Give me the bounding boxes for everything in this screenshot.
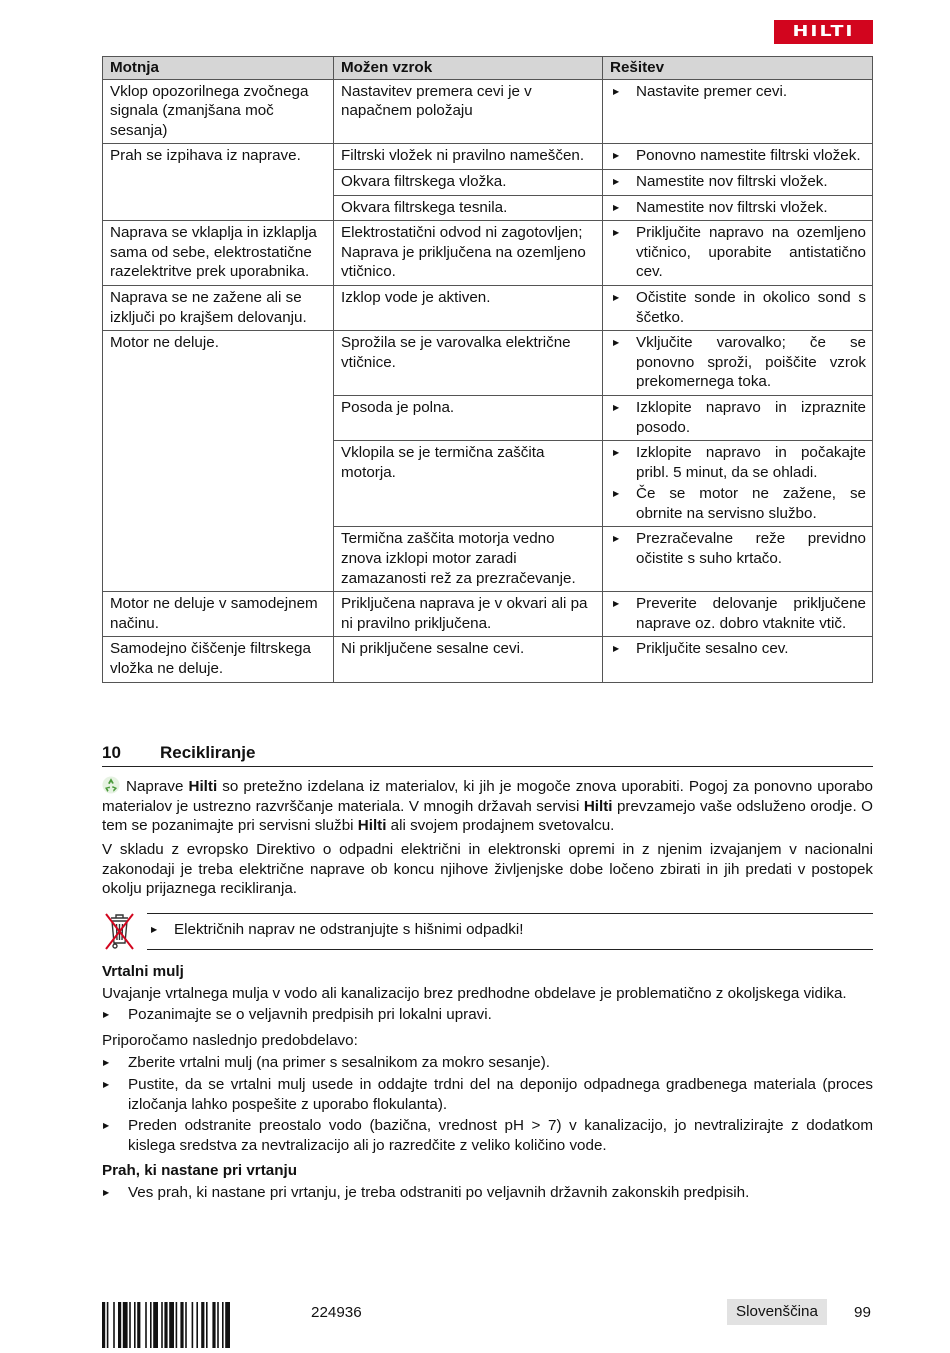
mud-bullet: ▶ Pozanimajte se o veljavnih predpisih pri lokalni upravi. [102, 1005, 873, 1025]
solution-cell [603, 395, 873, 440]
header-solution: Rešitev [603, 57, 873, 80]
barcode-bar [192, 1302, 194, 1348]
barcode-bar [153, 1302, 158, 1348]
dust-heading: Prah, ki nastane pri vrtanju [102, 1162, 297, 1179]
solution-item: ▶ Vključite varovalko; če se ponovno sproži, poiščite vzrok prekomernega toka. [610, 333, 866, 392]
solution-item: ▶ Namestite nov filtrski vložek. [610, 172, 866, 192]
solution-cell [603, 441, 873, 527]
barcode-bar [185, 1302, 187, 1348]
barcode-bar [206, 1302, 208, 1348]
barcode-bar [102, 1302, 105, 1348]
solution-cell [603, 144, 873, 170]
solution-item: ▶ Če se motor ne zažene, se obrnite na servisno službo. [610, 484, 866, 523]
cause-cell: Termična zaščita motorja vedno znova izklopi motor zaradi zamazanosti rež za prezračevanje. [334, 527, 603, 592]
document-code: 224936 [311, 1304, 362, 1321]
mud-text: Uvajanje vrtalnega mulja v vodo ali kanalizacijo brez predhodne obdelave je problematično z okoljskega vidika. [102, 985, 847, 1002]
language-label: Slovenščina [727, 1299, 827, 1325]
barcode-bar [176, 1302, 178, 1348]
solution-cell [603, 169, 873, 195]
barcode-bar [137, 1302, 140, 1348]
solution-cell [603, 195, 873, 221]
fault-cell: Motor ne deluje. [103, 331, 334, 592]
p1-text-2: prevzamejo vaše odsluženo orodje. O tem se pozanimajte pri servisni službi [102, 797, 873, 835]
table-row [103, 144, 873, 170]
warning-rule-top [147, 913, 873, 914]
solution-cell [603, 637, 873, 682]
pretreatment-bullet: ▶ Zberite vrtalni mulj (na primer s sesalnikom za mokro sesanje). [102, 1053, 873, 1073]
p1-text-0: Naprave [126, 778, 189, 795]
recycle-icon [102, 776, 120, 794]
solution-cell [603, 285, 873, 330]
warning-rule-bottom [147, 949, 873, 950]
solution-item: ▶ Namestite nov filtrski vložek. [610, 198, 866, 218]
barcode-bar [129, 1302, 131, 1348]
barcode-bar [107, 1302, 109, 1348]
solution-cell [603, 592, 873, 637]
solution-cell [603, 79, 873, 144]
solution-item: ▶ Prezračevalne reže previdno očistite s suho krtačo. [610, 529, 866, 568]
mud-heading: Vrtalni mulj [102, 963, 184, 980]
barcode-bar [201, 1302, 204, 1348]
p1-brand-1: Hilti [583, 797, 613, 815]
warning-text: ▶ Električnih naprav ne odstranjujte s hišnimi odpadki! [150, 920, 524, 940]
hilti-logo: HILTI [774, 20, 873, 44]
pretreatment-bullet: ▶ Pustite, da se vrtalni mulj usede in oddajte trdni del na deponijo odpadnega gradbenega materiala (proces izločanja lahko pospešite z uporabo flokulanta). [102, 1075, 873, 1114]
barcode-bar [134, 1302, 136, 1348]
section-title: Recikliranje [160, 743, 256, 762]
table-row [103, 637, 873, 682]
barcode-bar [161, 1302, 163, 1348]
page-number: 99 [854, 1304, 871, 1321]
fault-cell: Vklop opozorilnega zvočnega signala (zmanjšana moč sesanja) [103, 79, 334, 144]
p1-brand-0: Hilti [188, 778, 218, 795]
solution-cell [603, 331, 873, 396]
barcode-bar [145, 1302, 147, 1348]
fault-cell: Naprava se ne zažene ali se izključi po krajšem delovanju. [103, 285, 334, 330]
cause-cell: Priključena naprava je v okvari ali pa ni pravilno priključena. [334, 592, 603, 637]
troubleshooting-table [102, 56, 873, 683]
solution-item: ▶ Nastavite premer cevi. [610, 82, 866, 102]
table-row [103, 331, 873, 396]
solution-item: ▶ Izklopite napravo in počakajte pribl. 5 minut, da se ohladi. [610, 443, 866, 482]
p1-text-1: so pretežno izdelana iz materialov, ki jih je mogoče znova uporabiti. Pogoj za ponovno uporabo materialov je ustrezno razvrščanje materiala. V mnogih državah servisi [102, 778, 873, 815]
cause-cell: Nastavitev premera cevi je v napačnem položaju [334, 79, 603, 144]
barcode [102, 1302, 288, 1348]
disposal-warning [102, 909, 873, 955]
table-row [103, 79, 873, 144]
cause-cell: Filtrski vložek ni pravilno nameščen. [334, 144, 603, 170]
cause-cell: Vklopila se je termična zaščita motorja. [334, 441, 603, 527]
barcode-bar [150, 1302, 152, 1348]
barcode-bar [217, 1302, 219, 1348]
solution-item: ▶ Ponovno namestite filtrski vložek. [610, 146, 866, 166]
fault-cell: Prah se izpihava iz naprave. [103, 144, 334, 221]
crossed-bin-icon [102, 909, 136, 953]
solution-item: ▶ Očistite sonde in okolico sond s ščetko. [610, 288, 866, 327]
section-number: 10 [102, 743, 121, 762]
cause-cell: Elektrostatični odvod ni zagotovljen; Naprava je priključena na ozemljeno vtičnico. [334, 221, 603, 286]
barcode-bar [164, 1302, 167, 1348]
fault-cell: Samodejno čiščenje filtrskega vložka ne deluje. [103, 637, 334, 682]
barcode-bar [212, 1302, 215, 1348]
cause-cell: Ni priključene sesalne cevi. [334, 637, 603, 682]
barcode-bar [222, 1302, 224, 1348]
dust-bullet: ▶ Ves prah, ki nastane pri vrtanju, je treba odstraniti po veljavnih državnih zakonskih predpisih. [102, 1183, 873, 1203]
barcode-bar [196, 1302, 198, 1348]
solution-cell [603, 221, 873, 286]
section-heading [102, 741, 873, 767]
barcode-bar [180, 1302, 183, 1348]
table-row [103, 285, 873, 330]
solution-item: ▶ Priključite sesalno cev. [610, 639, 866, 659]
table-header-row [103, 57, 873, 80]
cause-cell: Izklop vode je aktiven. [334, 285, 603, 330]
table-row [103, 592, 873, 637]
table-row [103, 221, 873, 286]
cause-cell: Sprožila se je varovalka električne vtičnice. [334, 331, 603, 396]
barcode-bar [118, 1302, 121, 1348]
fault-cell: Naprava se vklaplja in izklaplja sama od sebe, elektrostatične razelektritve prek uporabnika. [103, 221, 334, 286]
barcode-bar [225, 1302, 230, 1348]
header-fault: Motnja [103, 57, 334, 80]
solution-item: ▶ Preverite delovanje priključene naprave oz. dobro vtaknite vtič. [610, 594, 866, 633]
solution-item: ▶ Izklopite napravo in izpraznite posodo. [610, 398, 866, 437]
recycling-paragraph [102, 776, 873, 836]
solution-cell [603, 527, 873, 592]
barcode-bar [123, 1302, 128, 1348]
barcode-bar [113, 1302, 115, 1348]
fault-cell: Motor ne deluje v samodejnem načinu. [103, 592, 334, 637]
weee-paragraph: V skladu z evropsko Direktivo o odpadni električni in elektronski opremi in z njenim izvajanjem v nacionalni zakonodaji je treba električne naprave ob koncu njihove življenjske dobe ločeno zbirati in jih predati v postopek okolju prijaznega recikliranja. [102, 841, 873, 898]
cause-cell: Posoda je polna. [334, 395, 603, 440]
barcode-bar [169, 1302, 174, 1348]
p1-brand-2: Hilti [357, 817, 387, 835]
p1-text-3: ali svojem prodajnem svetovalcu. [386, 817, 615, 835]
cause-cell: Okvara filtrskega tesnila. [334, 195, 603, 221]
pretreatment-bullet: ▶ Preden odstranite preostalo vodo (bazična, vrednost pH > 7) v kanalizacijo, jo nevtralizirajte z dodatkom kislega sredstva za nevtralizacijo ali jo razredčite z veliko količino vode. [102, 1116, 873, 1155]
header-cause: Možen vzrok [334, 57, 603, 80]
pretreatment-heading: Priporočamo naslednjo predobdelavo: [102, 1032, 358, 1049]
cause-cell: Okvara filtrskega vložka. [334, 169, 603, 195]
solution-item: ▶ Priključite napravo na ozemljeno vtičnico, uporabite antistatično cev. [610, 223, 866, 282]
